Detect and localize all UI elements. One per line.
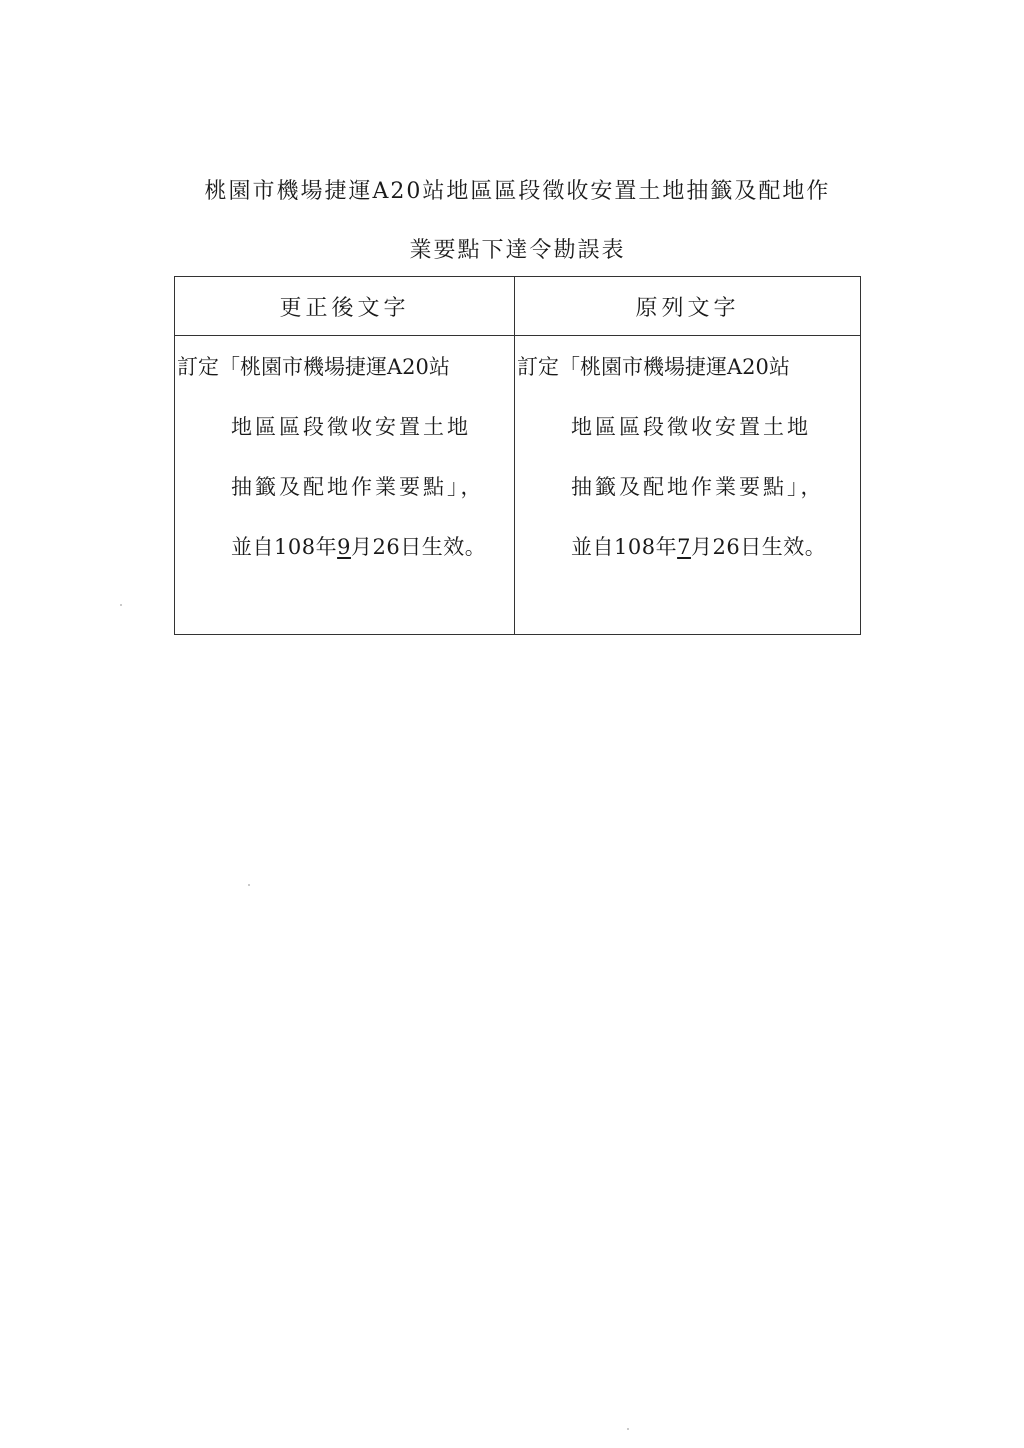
table-row <box>175 336 861 635</box>
errata-table <box>174 276 861 635</box>
original-line-3: 抽籤及配地作業要點」， <box>571 475 825 499</box>
corrected-date-prefix: 並自108年 <box>231 535 338 559</box>
table-header-row <box>175 277 861 336</box>
corrected-line-4 <box>175 530 514 590</box>
header-corrected-text: 更正後文字 <box>175 277 515 336</box>
corrected-month-highlight: 9 <box>337 535 351 559</box>
original-date-suffix: 月26日生效。 <box>690 535 827 559</box>
document-title-line-1: 桃園市機場捷運A20站地區區段徵收安置土地抽籤及配地作 <box>204 179 831 204</box>
scan-speck <box>627 1428 629 1430</box>
original-text-cell <box>515 336 861 635</box>
original-month-highlight: 7 <box>677 535 691 559</box>
corrected-line-1: 訂定「桃園市機場捷運A20站 <box>177 355 450 379</box>
scan-speck <box>120 604 122 606</box>
corrected-date-suffix: 月26日生效。 <box>350 535 487 559</box>
scan-speck <box>248 884 250 886</box>
corrected-line-3: 抽籤及配地作業要點」， <box>231 475 485 499</box>
header-original-text: 原列文字 <box>515 277 861 336</box>
original-line-4 <box>515 530 860 590</box>
corrected-line-2: 地區區段徵收安置土地 <box>231 415 471 439</box>
corrected-text-cell <box>175 336 515 635</box>
original-line-1: 訂定「桃園市機場捷運A20站 <box>517 355 790 379</box>
document-title-line-2: 業要點下達令勘誤表 <box>409 238 626 263</box>
original-date-prefix: 並自108年 <box>571 535 678 559</box>
original-line-2: 地區區段徵收安置土地 <box>571 415 811 439</box>
